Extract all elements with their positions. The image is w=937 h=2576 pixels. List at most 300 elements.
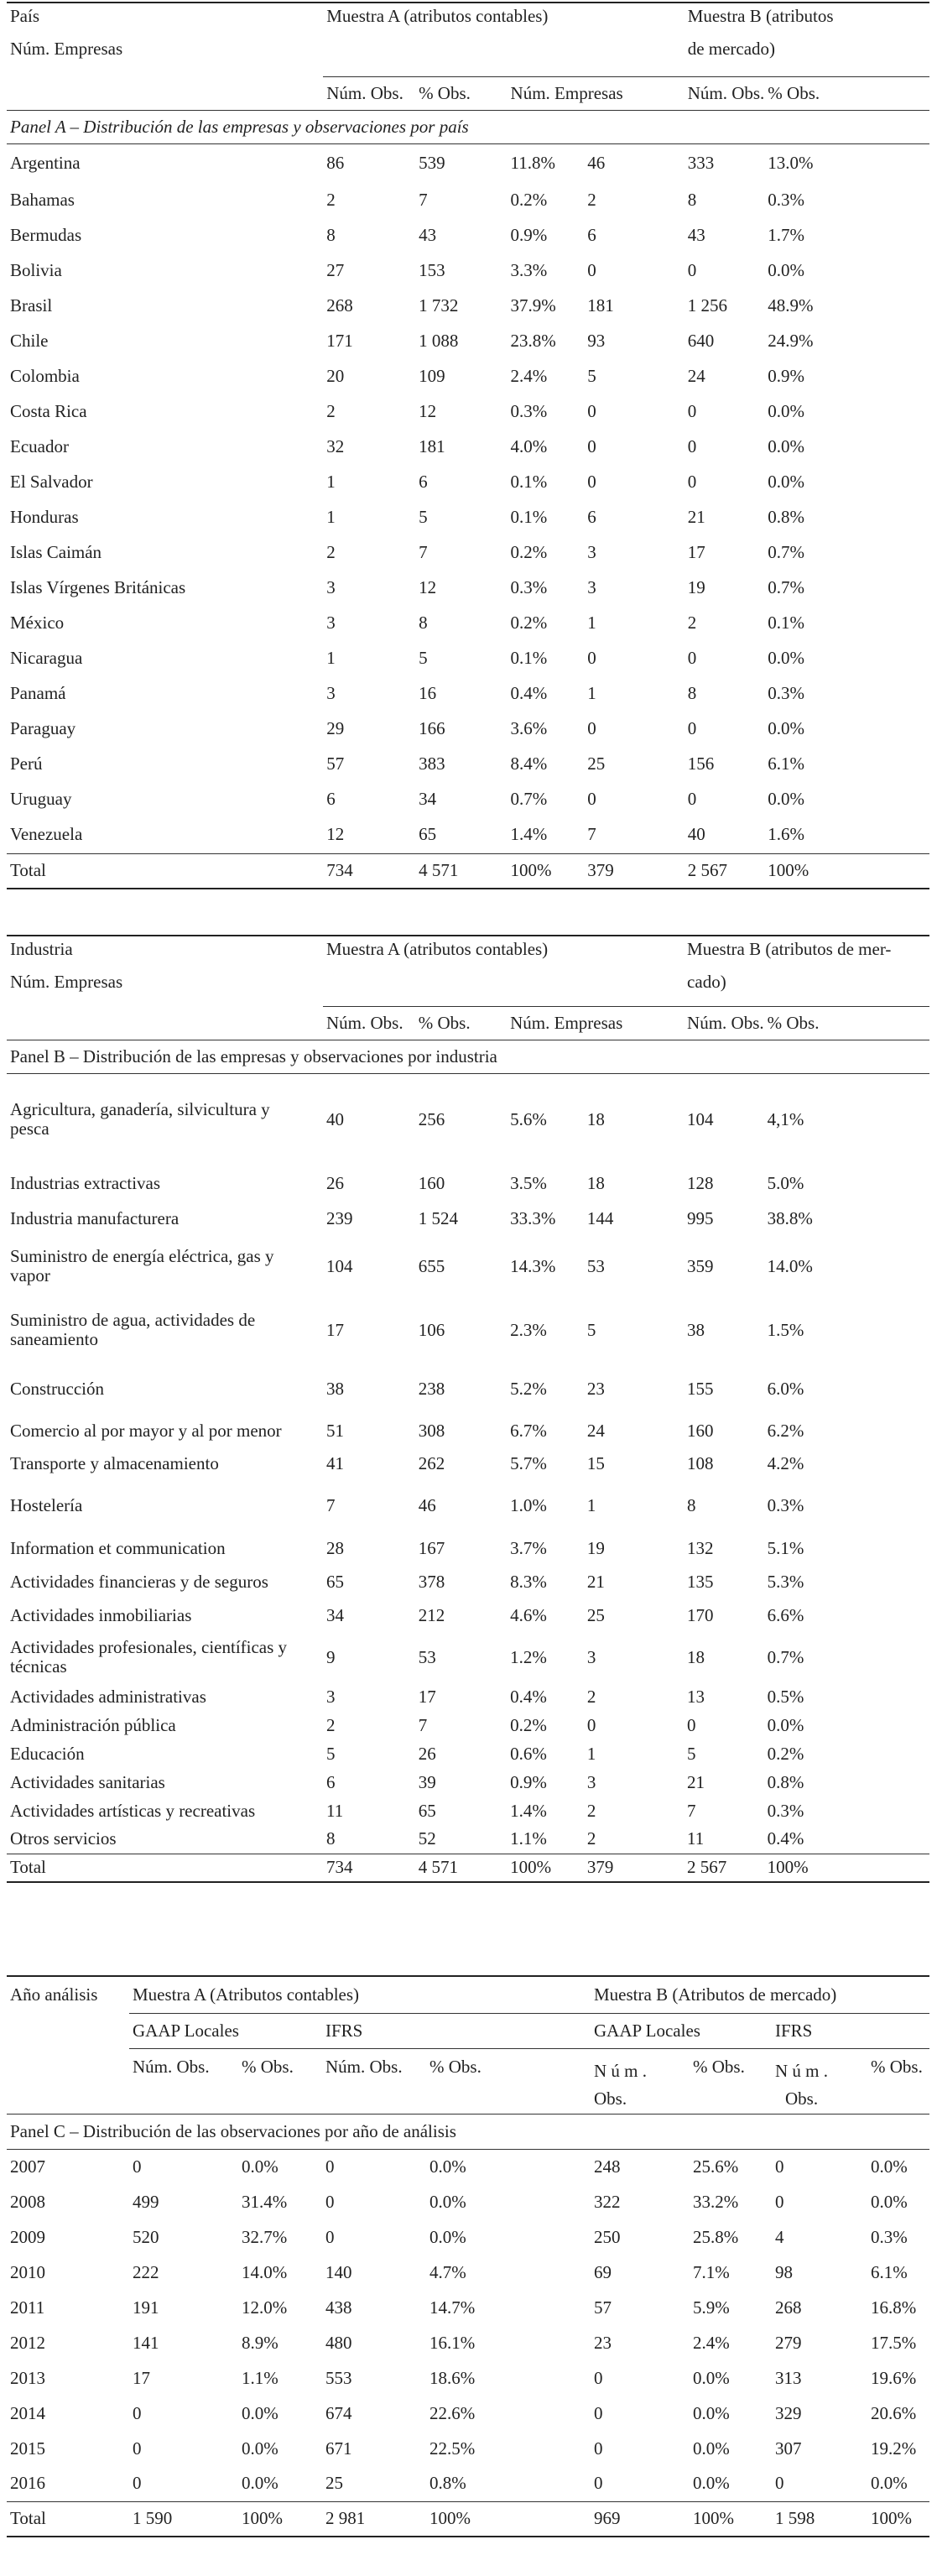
panel-a-cell-1: 20 xyxy=(326,365,345,386)
panel-c-row xyxy=(7,2396,929,2431)
panel-b-row xyxy=(7,1796,929,1825)
panel-c-cell-6: 0.0% xyxy=(693,2473,730,2494)
panel-c-cell-1: 0 xyxy=(133,2156,142,2177)
panel-a-cell-4: 25 xyxy=(587,753,606,774)
panel-c-cell-8: 0.3% xyxy=(871,2226,908,2247)
panel-b-cell-3: 1.0% xyxy=(510,1494,547,1515)
panel-a-cell-0: Chile xyxy=(10,330,49,351)
panel-b-row xyxy=(7,1632,929,1682)
panel-b-table xyxy=(7,935,929,1883)
panel-c-header-ifrs-b: IFRS xyxy=(772,2013,929,2048)
panel-a-cell-4: 93 xyxy=(587,330,606,351)
panel-c-cell-1: 520 xyxy=(133,2226,159,2247)
panel-a-row xyxy=(7,534,929,570)
panel-a-total-pct-a: 100% xyxy=(510,860,552,881)
panel-a-row xyxy=(7,640,929,675)
panel-a-cell-1: 3 xyxy=(326,682,336,703)
panel-a-cell-6: 0.9% xyxy=(768,365,805,386)
panel-a-cell-6: 0.3% xyxy=(768,189,805,210)
panel-b-cell-2: 256 xyxy=(418,1108,445,1129)
panel-b-cell-2: 308 xyxy=(418,1420,445,1441)
panel-a-cell-1: 3 xyxy=(326,612,336,633)
panel-c-cell-0: 2012 xyxy=(10,2332,45,2353)
panel-a-cell-5: 0 xyxy=(687,400,697,421)
panel-a-row xyxy=(7,182,929,217)
panel-a-cell-0: Honduras xyxy=(10,506,79,527)
panel-a-cell-2: 539 xyxy=(419,152,445,173)
panel-b-cell-2: 160 xyxy=(418,1172,445,1193)
panel-c-title: Panel C – Distribución de las observaciones por año de análisis xyxy=(10,2120,456,2141)
panel-a-cell-2: 34 xyxy=(419,788,437,809)
panel-b-cell-6: 6.0% xyxy=(767,1378,804,1399)
panel-c-cell-4: 0.0% xyxy=(429,2191,466,2212)
panel-a-cell-0: Panamá xyxy=(10,682,66,703)
panel-a-cell-1: 2 xyxy=(326,189,336,210)
panel-c-cell-7: 307 xyxy=(775,2438,802,2459)
panel-b-cell-2: 167 xyxy=(418,1537,445,1558)
panel-c-cell-4: 22.5% xyxy=(429,2438,476,2459)
panel-c-total-2: 100% xyxy=(242,2508,283,2529)
panel-c-cell-6: 2.4% xyxy=(693,2332,730,2353)
panel-c-cell-3: 671 xyxy=(325,2438,352,2459)
panel-a-cell-4: 7 xyxy=(587,824,596,845)
panel-a-header-country: País xyxy=(10,6,40,26)
panel-a-cell-2: 166 xyxy=(419,717,445,738)
panel-b-cell-5: 108 xyxy=(687,1452,714,1473)
panel-c-cell-5: 250 xyxy=(594,2226,621,2247)
panel-a-cell-3: 0.2% xyxy=(510,612,548,633)
panel-b-cell-4: 18 xyxy=(586,1108,605,1129)
panel-b-row xyxy=(7,1479,929,1531)
panel-b-cell-6: 6.2% xyxy=(767,1420,804,1441)
panel-b-header-sample-a: Muestra A (atributos contables) xyxy=(325,939,549,959)
panel-c-total-3: 2 981 xyxy=(325,2508,366,2529)
panel-b-cell-3: 1.1% xyxy=(510,1828,547,1849)
panel-b-cell-0: Agricultura, ganadería, silvicultura y pesca xyxy=(10,1099,270,1139)
panel-c-row xyxy=(7,2360,929,2396)
panel-a-cell-6: 0.7% xyxy=(768,576,805,597)
panel-b-total-label: Total xyxy=(10,1857,46,1878)
panel-a-total-obs-a: 4 571 xyxy=(419,860,459,881)
panel-b-cell-6: 4,1% xyxy=(767,1108,804,1129)
panel-a-cell-0: Perú xyxy=(10,753,43,774)
panel-c-cell-3: 438 xyxy=(325,2297,352,2318)
panel-a-cell-1: 1 xyxy=(326,471,336,492)
panel-a-row xyxy=(7,429,929,464)
panel-b-cell-4: 21 xyxy=(586,1571,605,1592)
panel-b-cell-5: 135 xyxy=(687,1571,714,1592)
panel-c-cell-6: 0.0% xyxy=(693,2438,730,2459)
panel-b-cell-2: 262 xyxy=(418,1452,445,1473)
panel-b-cell-0: Actividades financieras y de seguros xyxy=(10,1571,268,1592)
panel-c-header-year: Año análisis xyxy=(10,1984,98,2005)
panel-b-cell-6: 5.0% xyxy=(767,1172,804,1193)
panel-a-cell-6: 0.0% xyxy=(768,647,805,668)
panel-b-cell-5: 104 xyxy=(687,1108,714,1129)
panel-b-row xyxy=(7,1739,929,1768)
panel-c-cell-5: 0 xyxy=(594,2438,603,2459)
panel-a-row xyxy=(7,464,929,499)
panel-c-cell-6: 0.0% xyxy=(693,2402,730,2423)
panel-a-cell-4: 0 xyxy=(587,471,596,492)
panel-a-cell-5: 0 xyxy=(687,471,697,492)
panel-b-cell-4: 53 xyxy=(586,1255,605,1276)
panel-a-cell-3: 0.2% xyxy=(510,189,548,210)
panel-b-cell-4: 1 xyxy=(586,1494,596,1515)
panel-b-cell-4: 2 xyxy=(586,1800,596,1821)
panel-c-cell-4: 0.0% xyxy=(429,2226,466,2247)
panel-a-cell-3: 0.7% xyxy=(510,788,548,809)
panel-c-header-sample-a: Muestra A (Atributos contables) xyxy=(129,1976,591,2013)
panel-c-cell-1: 0 xyxy=(133,2438,142,2459)
panel-b-cell-3: 1.2% xyxy=(510,1646,547,1667)
panel-b-cell-3: 0.6% xyxy=(510,1743,547,1764)
panel-a-cell-5: 19 xyxy=(687,576,705,597)
panel-a-cell-3: 0.9% xyxy=(510,224,548,245)
panel-c-row xyxy=(7,2219,929,2255)
panel-a-cell-2: 43 xyxy=(419,224,437,245)
panel-b-cell-6: 6.6% xyxy=(767,1604,804,1625)
panel-a-cell-6: 0.0% xyxy=(768,259,805,280)
panel-c-total-1: 1 590 xyxy=(133,2508,173,2529)
panel-b-cell-6: 0.7% xyxy=(767,1646,804,1667)
panel-a-cell-6: 48.9% xyxy=(768,295,814,315)
panel-b-cell-4: 19 xyxy=(586,1537,605,1558)
panel-b-cell-1: 9 xyxy=(325,1646,336,1667)
panel-b-cell-5: 128 xyxy=(687,1172,714,1193)
panel-a-sub-0: Núm. Obs. xyxy=(323,76,415,110)
panel-a-cell-1: 12 xyxy=(326,824,345,845)
panel-b-cell-6: 0.0% xyxy=(767,1714,804,1735)
panel-b-cell-1: 26 xyxy=(325,1172,344,1193)
panel-b-cell-4: 2 xyxy=(586,1828,596,1849)
panel-b-cell-4: 3 xyxy=(586,1646,596,1667)
panel-a-header-sample-b-line1: Muestra B (atributos xyxy=(687,6,834,26)
panel-b-cell-3: 5.6% xyxy=(510,1108,547,1129)
panel-b-cell-1: 11 xyxy=(325,1800,344,1821)
panel-a-cell-0: Bahamas xyxy=(10,189,75,210)
panel-c-cell-3: 480 xyxy=(325,2332,352,2353)
panel-b-cell-0: Comercio al por mayor y al por menor xyxy=(10,1420,282,1441)
panel-a-cell-2: 109 xyxy=(419,365,445,386)
panel-c-row xyxy=(7,2431,929,2466)
panel-a-cell-3: 37.9% xyxy=(510,295,556,315)
panel-a-cell-3: 23.8% xyxy=(510,330,556,351)
panel-b-row xyxy=(7,1296,929,1364)
panel-b-cell-6: 0.3% xyxy=(767,1800,804,1821)
panel-b-cell-2: 106 xyxy=(418,1319,445,1340)
panel-a-cell-4: 6 xyxy=(587,506,596,527)
panel-b-cell-2: 26 xyxy=(418,1743,436,1764)
panel-a-row xyxy=(7,781,929,816)
panel-c-cell-0: 2015 xyxy=(10,2438,45,2459)
panel-b-cell-0: Actividades artísticas y recreativas xyxy=(10,1800,256,1821)
panel-c-cell-4: 0.0% xyxy=(429,2156,466,2177)
panel-c-cell-5: 57 xyxy=(594,2297,612,2318)
panel-c-cell-7: 313 xyxy=(775,2367,802,2388)
panel-b-cell-3: 4.6% xyxy=(510,1604,547,1625)
panel-a-cell-5: 2 xyxy=(687,612,697,633)
panel-a-cell-6: 0.3% xyxy=(768,682,805,703)
panel-c-cell-7: 329 xyxy=(775,2402,802,2423)
panel-b-cell-6: 1.5% xyxy=(767,1319,804,1340)
panel-a-cell-5: 640 xyxy=(687,330,715,351)
panel-c-header-gaap-a: GAAP Locales xyxy=(129,2013,322,2048)
panel-a-cell-3: 4.0% xyxy=(510,435,548,456)
panel-c-cell-8: 20.6% xyxy=(871,2402,917,2423)
panel-a-cell-6: 0.1% xyxy=(768,612,805,633)
panel-b-cell-5: 13 xyxy=(687,1686,705,1707)
panel-b-cell-3: 3.7% xyxy=(510,1537,547,1558)
panel-c-cell-8: 6.1% xyxy=(871,2261,908,2282)
panel-c-total-8: 100% xyxy=(871,2508,912,2529)
panel-b-cell-4: 0 xyxy=(586,1714,596,1735)
panel-b-cell-0: Actividades administrativas xyxy=(10,1686,206,1707)
panel-a-row xyxy=(7,675,929,711)
panel-c-cell-6: 0.0% xyxy=(693,2367,730,2388)
panel-a-table xyxy=(7,2,929,889)
panel-b-row xyxy=(7,1531,929,1565)
panel-c-cell-0: 2011 xyxy=(10,2297,45,2318)
panel-b-cell-1: 2 xyxy=(325,1714,336,1735)
panel-c-cell-1: 0 xyxy=(133,2473,142,2494)
panel-b-cell-3: 33.3% xyxy=(510,1207,556,1228)
panel-c-cell-8: 19.2% xyxy=(871,2438,917,2459)
panel-a-cell-3: 0.1% xyxy=(510,647,548,668)
panel-a-cell-2: 7 xyxy=(419,541,428,562)
panel-b-cell-6: 0.3% xyxy=(767,1494,804,1515)
panel-a-sub-1: % Obs. xyxy=(415,76,507,110)
panel-c-cell-7: 4 xyxy=(775,2226,784,2247)
panel-b-cell-1: 34 xyxy=(325,1604,344,1625)
panel-b-cell-5: 7 xyxy=(687,1800,696,1821)
panel-c-table xyxy=(7,1975,929,2537)
panel-b-cell-5: 132 xyxy=(687,1537,714,1558)
panel-b-cell-3: 3.5% xyxy=(510,1172,547,1193)
panel-a-cell-6: 0.0% xyxy=(768,471,805,492)
panel-a-cell-2: 16 xyxy=(419,682,437,703)
panel-b-cell-5: 8 xyxy=(687,1494,696,1515)
panel-b-cell-3: 0.4% xyxy=(510,1686,547,1707)
panel-b-cell-0: Hostelería xyxy=(10,1494,83,1515)
panel-a-cell-6: 0.8% xyxy=(768,506,805,527)
panel-b-header-sample-b-line2: cado) xyxy=(687,972,726,992)
panel-a-total-firms: 734 xyxy=(326,860,353,881)
panel-b-cell-1: 51 xyxy=(325,1420,344,1441)
panel-b-cell-4: 24 xyxy=(586,1420,605,1441)
panel-b-cell-4: 5 xyxy=(586,1319,596,1340)
panel-c-row xyxy=(7,2255,929,2290)
panel-b-cell-3: 5.7% xyxy=(510,1452,547,1473)
panel-b-sub-1: % Obs. xyxy=(415,1006,507,1040)
panel-a-cell-3: 11.8% xyxy=(510,152,556,173)
panel-a-row xyxy=(7,746,929,781)
panel-b-cell-1: 104 xyxy=(325,1255,353,1276)
panel-b-cell-2: 52 xyxy=(418,1828,436,1849)
panel-c-cell-1: 222 xyxy=(133,2261,159,2282)
panel-c-sub-gaap-a-num: Núm. Obs. xyxy=(133,2056,210,2077)
panel-a-cell-0: Venezuela xyxy=(10,824,83,845)
panel-a-cell-1: 1 xyxy=(326,647,336,668)
panel-b-cell-6: 38.8% xyxy=(767,1207,813,1228)
panel-a-cell-2: 181 xyxy=(419,435,445,456)
panel-a-cell-2: 7 xyxy=(419,189,428,210)
panel-a-cell-1: 3 xyxy=(326,576,336,597)
panel-c-cell-8: 0.0% xyxy=(871,2156,908,2177)
panel-b-cell-3: 14.3% xyxy=(510,1255,556,1276)
panel-a-cell-4: 0 xyxy=(587,717,596,738)
panel-a-cell-0: Bolivia xyxy=(10,259,62,280)
panel-b-cell-0: Information et communication xyxy=(10,1537,226,1558)
panel-b-cell-2: 378 xyxy=(418,1571,445,1592)
panel-b-cell-0: Transporte y almacenamiento xyxy=(10,1452,219,1473)
panel-a-cell-1: 268 xyxy=(326,295,353,315)
panel-a-cell-6: 0.0% xyxy=(768,788,805,809)
panel-a-cell-2: 12 xyxy=(419,576,437,597)
panel-c-cell-3: 0 xyxy=(325,2156,335,2177)
panel-b-row xyxy=(7,1236,929,1296)
panel-c-row xyxy=(7,2325,929,2360)
panel-c-sub-gaap-b-pct: % Obs. xyxy=(693,2056,745,2077)
panel-a-cell-5: 24 xyxy=(687,365,705,386)
panel-b-cell-1: 239 xyxy=(325,1207,353,1228)
panel-a-cell-1: 1 xyxy=(326,506,336,527)
panel-b-cell-2: 17 xyxy=(418,1686,436,1707)
panel-a-cell-2: 8 xyxy=(419,612,428,633)
panel-a-cell-0: Islas Vírgenes Británicas xyxy=(10,576,186,597)
panel-a-row xyxy=(7,499,929,534)
panel-c-cell-6: 7.1% xyxy=(693,2261,730,2282)
panel-b-cell-5: 170 xyxy=(687,1604,714,1625)
panel-c-cell-6: 25.6% xyxy=(693,2156,739,2177)
panel-a-title: Panel A – Distribución de las empresas y observaciones por país xyxy=(10,116,469,137)
panel-a-header-firms: Núm. Empresas xyxy=(10,39,123,59)
panel-b-row xyxy=(7,1565,929,1598)
panel-a-cell-3: 0.3% xyxy=(510,400,548,421)
panel-b-row xyxy=(7,1682,929,1711)
panel-b-cell-1: 40 xyxy=(325,1108,344,1129)
panel-a-cell-5: 0 xyxy=(687,717,697,738)
panel-a-cell-1: 86 xyxy=(326,152,345,173)
panel-c-cell-1: 499 xyxy=(133,2191,159,2212)
panel-b-cell-5: 359 xyxy=(687,1255,714,1276)
panel-b-cell-3: 2.3% xyxy=(510,1319,547,1340)
panel-a-cell-3: 8.4% xyxy=(510,753,548,774)
panel-a-cell-4: 181 xyxy=(587,295,614,315)
panel-b-header-industry: Industria xyxy=(10,939,73,959)
panel-b-cell-5: 160 xyxy=(687,1420,714,1441)
panel-c-row xyxy=(7,2184,929,2219)
panel-a-cell-5: 333 xyxy=(687,152,715,173)
panel-c-cell-3: 25 xyxy=(325,2473,343,2494)
panel-a-total-firms-b: 379 xyxy=(587,860,614,881)
panel-a-cell-1: 6 xyxy=(326,788,336,809)
panel-a-cell-0: Ecuador xyxy=(10,435,69,456)
panel-b-cell-6: 0.8% xyxy=(767,1771,804,1792)
panel-c-cell-5: 23 xyxy=(594,2332,612,2353)
panel-a-cell-3: 0.2% xyxy=(510,541,548,562)
panel-a-cell-0: México xyxy=(10,612,65,633)
panel-c-cell-8: 17.5% xyxy=(871,2332,917,2353)
panel-a-cell-5: 0 xyxy=(687,647,697,668)
panel-b-cell-2: 238 xyxy=(418,1378,445,1399)
panel-b-total-firms: 734 xyxy=(325,1857,353,1878)
panel-c-header-gaap-b: GAAP Locales xyxy=(591,2013,772,2048)
panel-b-cell-1: 41 xyxy=(325,1452,344,1473)
panel-a-row xyxy=(7,143,929,182)
panel-b-cell-2: 65 xyxy=(418,1800,436,1821)
panel-a-cell-6: 0.0% xyxy=(768,717,805,738)
panel-b-cell-0: Actividades profesionales, científicas y técnicas xyxy=(10,1637,288,1676)
panel-b-header-firms: Núm. Empresas xyxy=(10,972,123,992)
panel-b-row xyxy=(7,1825,929,1854)
panel-a-cell-6: 1.7% xyxy=(768,224,805,245)
panel-a-cell-1: 2 xyxy=(326,541,336,562)
panel-a-cell-2: 6 xyxy=(419,471,428,492)
panel-b-cell-6: 14.0% xyxy=(767,1255,813,1276)
panel-b-row xyxy=(7,1165,929,1201)
panel-b-cell-3: 5.2% xyxy=(510,1378,547,1399)
panel-a-cell-1: 2 xyxy=(326,400,336,421)
panel-a-cell-4: 2 xyxy=(587,189,596,210)
panel-c-total-4: 100% xyxy=(429,2508,471,2529)
panel-c-cell-1: 0 xyxy=(133,2402,142,2423)
panel-b-row xyxy=(7,1201,929,1236)
panel-a-row xyxy=(7,570,929,605)
panel-a-cell-2: 1 732 xyxy=(419,295,459,315)
panel-b-cell-5: 0 xyxy=(687,1714,696,1735)
panel-c-cell-5: 0 xyxy=(594,2367,603,2388)
panel-b-sub-0: Núm. Obs. xyxy=(323,1006,415,1040)
panel-a-cell-4: 0 xyxy=(587,788,596,809)
panel-a-cell-6: 0.7% xyxy=(768,541,805,562)
panel-b-cell-0: Suministro de energía eléctrica, gas y vapor xyxy=(10,1246,274,1285)
panel-b-cell-1: 8 xyxy=(325,1828,336,1849)
panel-a-cell-1: 29 xyxy=(326,717,345,738)
panel-c-cell-8: 19.6% xyxy=(871,2367,917,2388)
panel-b-cell-2: 53 xyxy=(418,1646,436,1667)
panel-a-cell-1: 32 xyxy=(326,435,345,456)
panel-b-cell-0: Educación xyxy=(10,1743,85,1764)
panel-b-cell-6: 0.2% xyxy=(767,1743,804,1764)
panel-a-row xyxy=(7,288,929,323)
panel-b-cell-5: 5 xyxy=(687,1743,696,1764)
panel-c-cell-8: 0.0% xyxy=(871,2191,908,2212)
panel-a-cell-1: 27 xyxy=(326,259,345,280)
panel-a-total-pct-b: 100% xyxy=(768,860,809,881)
panel-b-cell-0: Construcción xyxy=(10,1378,104,1399)
panel-b-cell-2: 7 xyxy=(418,1714,428,1735)
panel-c-cell-2: 12.0% xyxy=(242,2297,288,2318)
panel-a-cell-6: 0.0% xyxy=(768,435,805,456)
panel-a-cell-5: 1 256 xyxy=(687,295,727,315)
panel-a-row xyxy=(7,816,929,853)
panel-c-cell-2: 8.9% xyxy=(242,2332,278,2353)
panel-c-cell-0: 2016 xyxy=(10,2473,45,2494)
panel-c-total-5: 969 xyxy=(594,2508,621,2529)
panel-b-cell-3: 0.2% xyxy=(510,1714,547,1735)
panel-b-cell-3: 6.7% xyxy=(510,1420,547,1441)
panel-a-row xyxy=(7,605,929,640)
panel-a-cell-5: 8 xyxy=(687,189,697,210)
panel-b-cell-5: 38 xyxy=(687,1319,705,1340)
panel-a-cell-0: Paraguay xyxy=(10,717,76,738)
panel-a-cell-6: 1.6% xyxy=(768,824,805,845)
panel-c-total-label: Total xyxy=(10,2508,46,2529)
panel-a-cell-4: 3 xyxy=(587,541,596,562)
panel-b-row xyxy=(7,1414,929,1447)
panel-c-row xyxy=(7,2290,929,2325)
